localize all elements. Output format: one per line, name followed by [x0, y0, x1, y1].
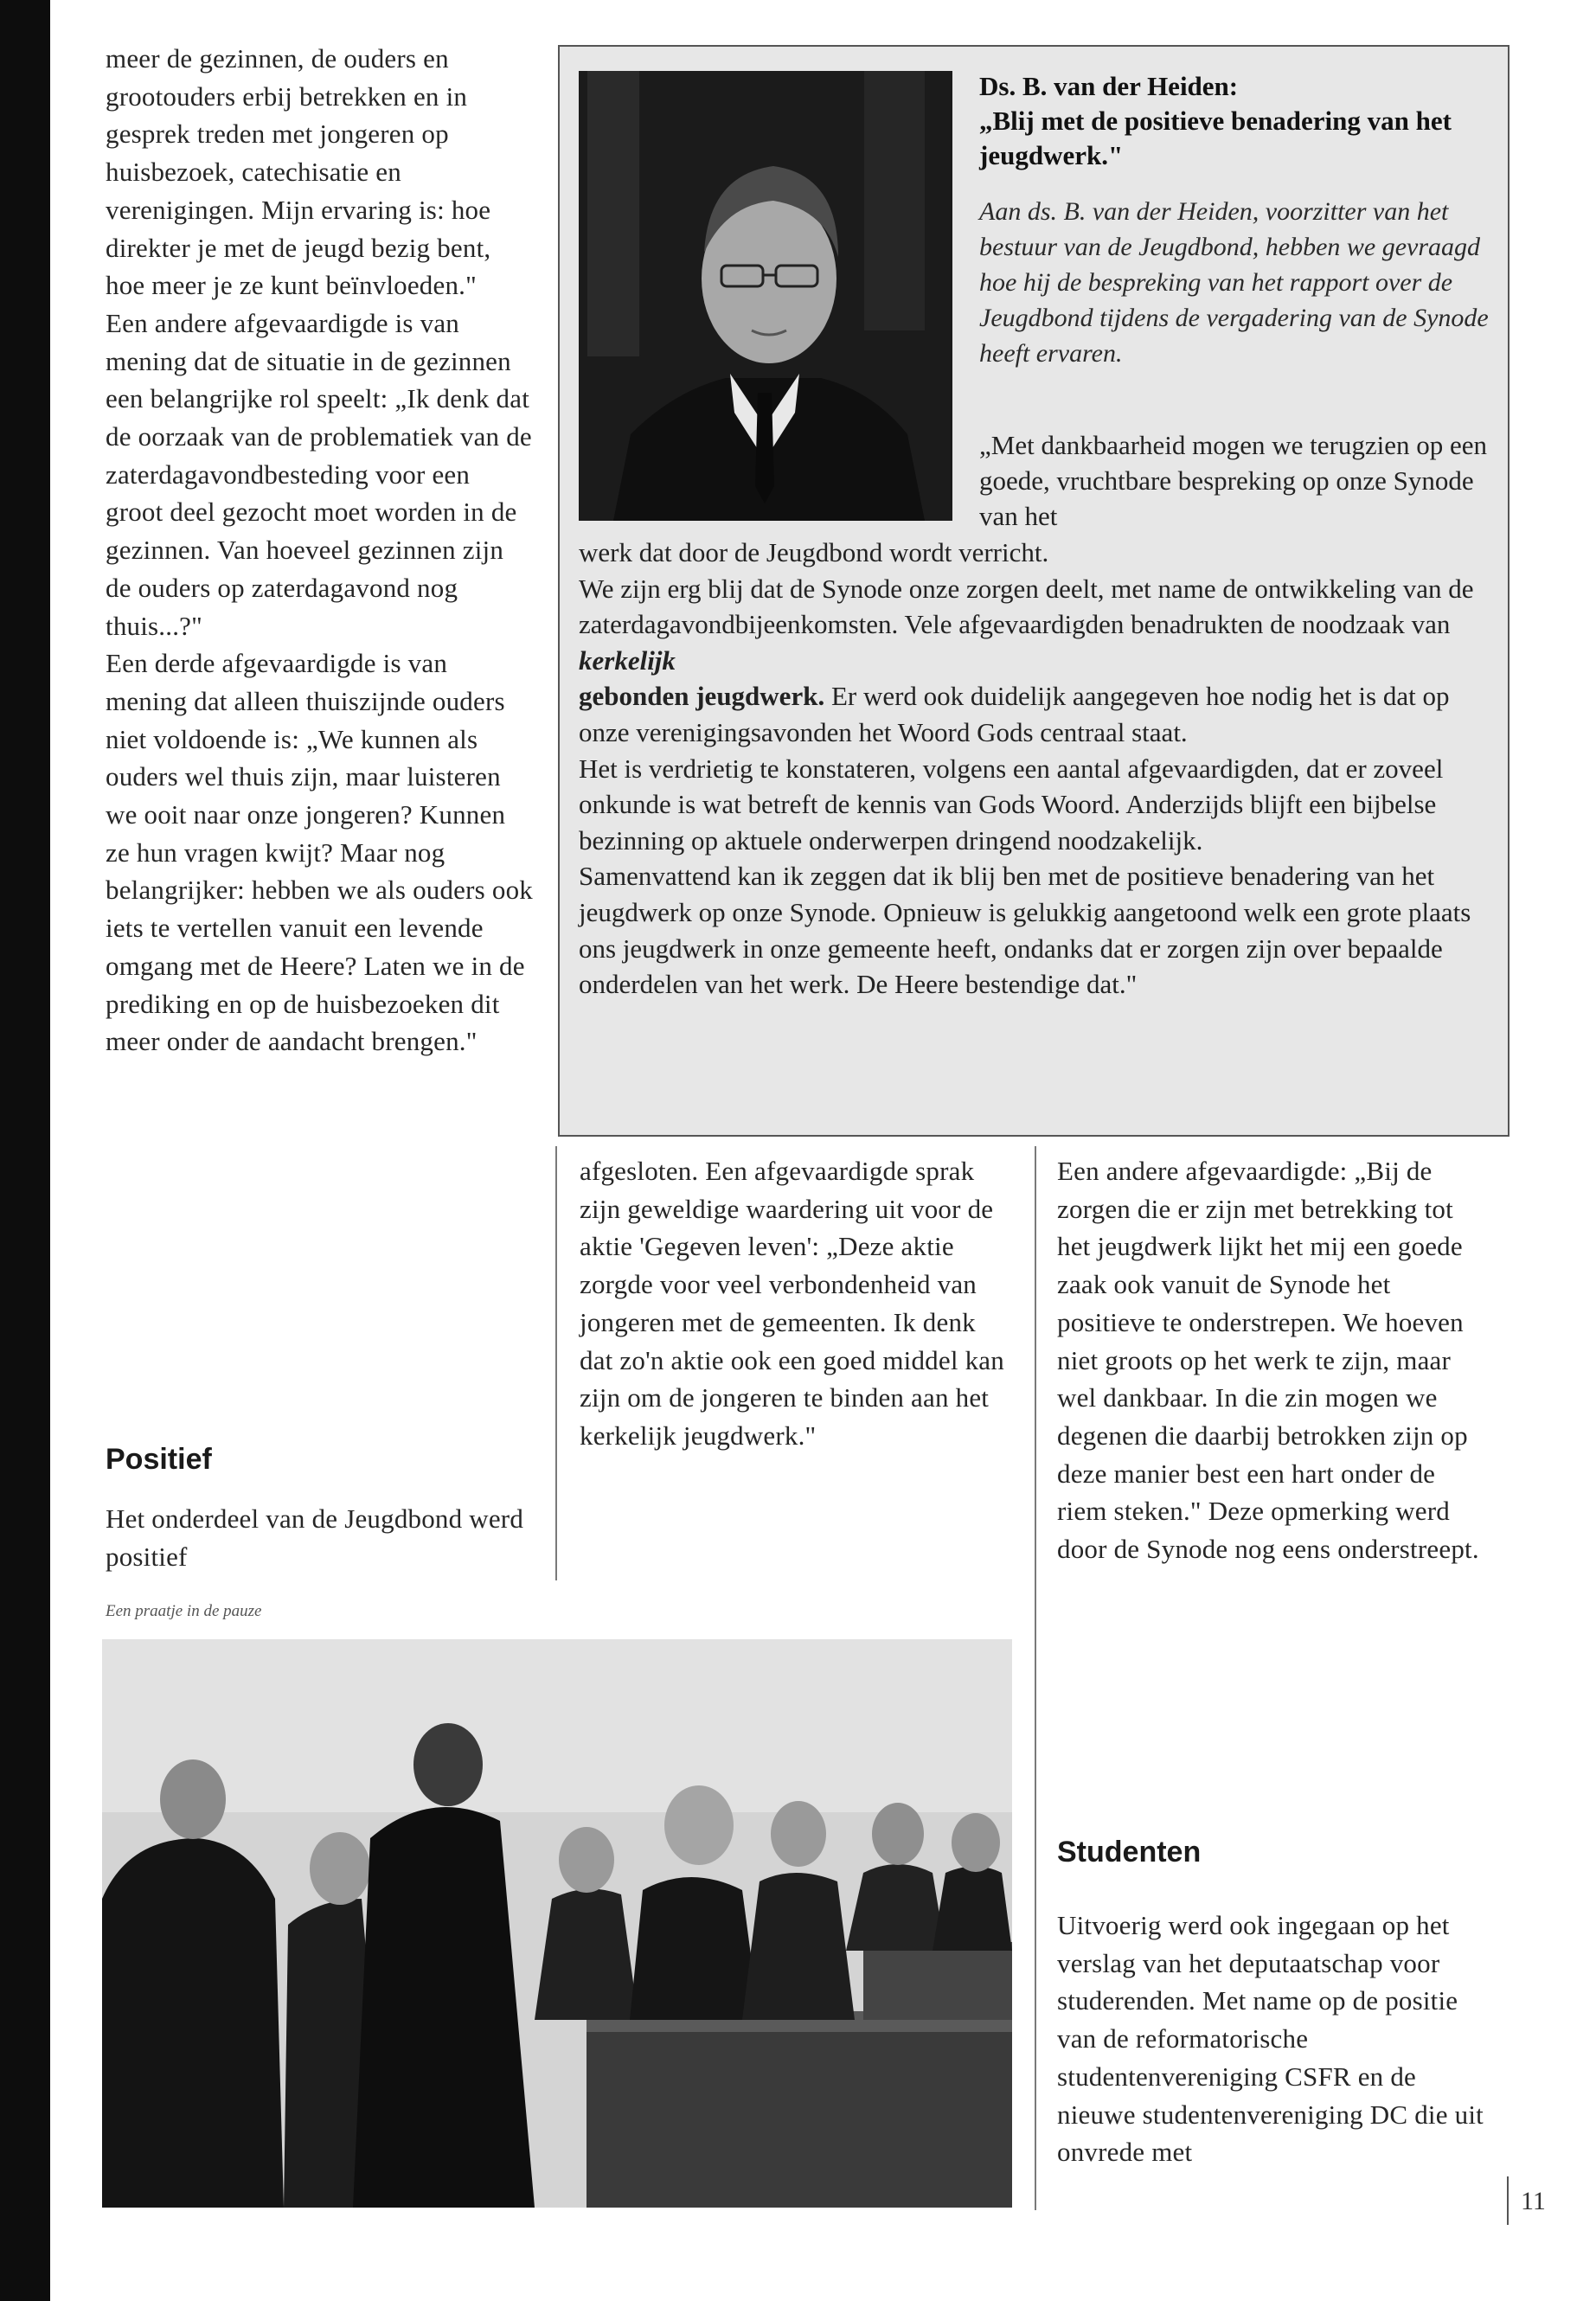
- photo-caption: Een praatje in de pauze: [106, 1602, 262, 1620]
- column-1-text: [106, 40, 534, 1061]
- section-heading-studenten: Studenten: [1057, 1836, 1202, 1868]
- column-divider: [555, 1146, 557, 1580]
- synod-photo-illustration: [102, 1639, 1012, 2208]
- interview-intro: Aan ds. B. van der Heiden, voorzitter van het bestuur van de Jeugdbond, hebben we gevraagd hoe hij de bespreking van het rapport over de Jeugdbond tijdens de vergadering van de Synode heeft ervaren.: [979, 197, 1489, 368]
- column-divider: [1035, 1146, 1036, 2210]
- studenten-text: Uitvoerig werd ook ingegaan op het verslag van het deputaatschap voor studerenden. Met name op de positie van de reformatorische studentenvereniging CSFR en de nieuwe studentenvereniging DC die uit onvrede met: [1057, 1910, 1484, 2168]
- synod-photo: [102, 1639, 1012, 2208]
- interview-box: [558, 45, 1509, 1137]
- paragraph: Het is verdrietig te konstateren, volgens een aantal afgevaardigden, dat er zoveel onkunde is wat betreft de kennis van Gods Woord. Anderzijds blijft een bijbelse bezinning op aktuele onderwerpen dringend noodzakelijk.: [579, 753, 1444, 856]
- column-3-text: Een andere afgevaardigde: „Bij de zorgen die er zijn met betrekking tot het jeugdwerk lijkt het mij een goede zaak ook vanuit de Synode het positieve te onderstrepen. We hoeven niet groots op het werk te zijn, maar wel dankbaar. In die zin mogen we degenen die daarbij betrokken zijn op deze manier best een hart onder de riem steken." Deze opmerking werd door de Synode nog eens onderstreept.: [1057, 1156, 1479, 1565]
- interview-body: [579, 535, 1496, 1003]
- paragraph: meer de gezinnen, de ouders en grootouders erbij betrekken en in gesprek treden met jongeren op huisbezoek, catechisatie en verenigingen. Mijn ervaring is: hoe direkter je met de jeugd bezig bent, hoe meer je ze kunt beïnvloeden.": [106, 43, 491, 301]
- page-number-rule: [1507, 2176, 1509, 2225]
- column-2-text: afgesloten. Een afgevaardigde sprak zijn geweldige waardering uit voor de aktie 'Gegeven leven': „Deze aktie zorgde voor veel verbondenheid van jongeren met de gemeenten. Ik denk dat zo'n aktie ook een goed middel kan zijn om de jongeren te binden aan het kerkelijk jeugdwerk.": [580, 1156, 1004, 1451]
- portrait-illustration: [579, 71, 952, 521]
- positief-text: Het onderdeel van de Jeugdbond werd positief: [106, 1503, 524, 1572]
- portrait-photo: [579, 71, 952, 521]
- page-edge-shadow: [0, 0, 50, 2301]
- interview-quote-start: „Met dankbaarheid mogen we terugzien op een goede, vruchtbare bespreking op onze Synode van het: [979, 430, 1488, 531]
- paragraph: Een derde afgevaardigde is van mening dat alleen thuiszijnde ouders niet voldoende is: „We kunnen als ouders wel thuis zijn, maar luisteren we ooit naar onze jongeren? Kunnen ze hun vragen kwijt? Maar nog belangrijker: hebben we als ouders ook iets te vertellen vanuit een levende omgang met de Heere? Laten we in de prediking en op de huisbezoeken dit meer onder de aandacht brengen.": [106, 648, 533, 1057]
- paragraph: werk dat door de Jeugdbond wordt verricht.: [579, 537, 1049, 567]
- paragraph: Een andere afgevaardigde is van mening dat de situatie in de gezinnen een belangrijke rol speelt: „Ik denk dat de oorzaak van de problematiek van de zaterdagavondbesteding voor een groot deel gezocht moet worden in de gezinnen. Van hoeveel gezinnen zijn de ouders op zaterdagavond nog thuis...?": [106, 307, 532, 641]
- interview-heading: Ds. B. van der Heiden: „Blij met de positieve benadering van het jeugdwerk.": [979, 71, 1452, 170]
- paragraph: Samenvattend kan ik zeggen dat ik blij ben met de positieve benadering van het jeugdwerk op onze Synode. Opnieuw is gelukkig aangetoond welk een grote plaats ons jeugdwerk in onze gemeente heeft, ondanks dat er zorgen zijn over bepaalde onderdelen van het werk. De Heere bestendige dat.": [579, 861, 1471, 1000]
- page-number: 11: [1521, 2187, 1546, 2215]
- section-heading-positief: Positief: [106, 1443, 212, 1476]
- paragraph: We zijn erg blij dat de Synode onze zorgen deelt, met name de ontwikkeling van de zaterdagavondbijeenkomsten. Vele afgevaardigden benadrukten de noodzaak van kerkelijk gebonden jeugdwerk. Er werd ook duidelijk aangegeven hoe nodig het is dat op onze verenigingsavonden het Woord Gods centraal staat.: [579, 573, 1474, 747]
